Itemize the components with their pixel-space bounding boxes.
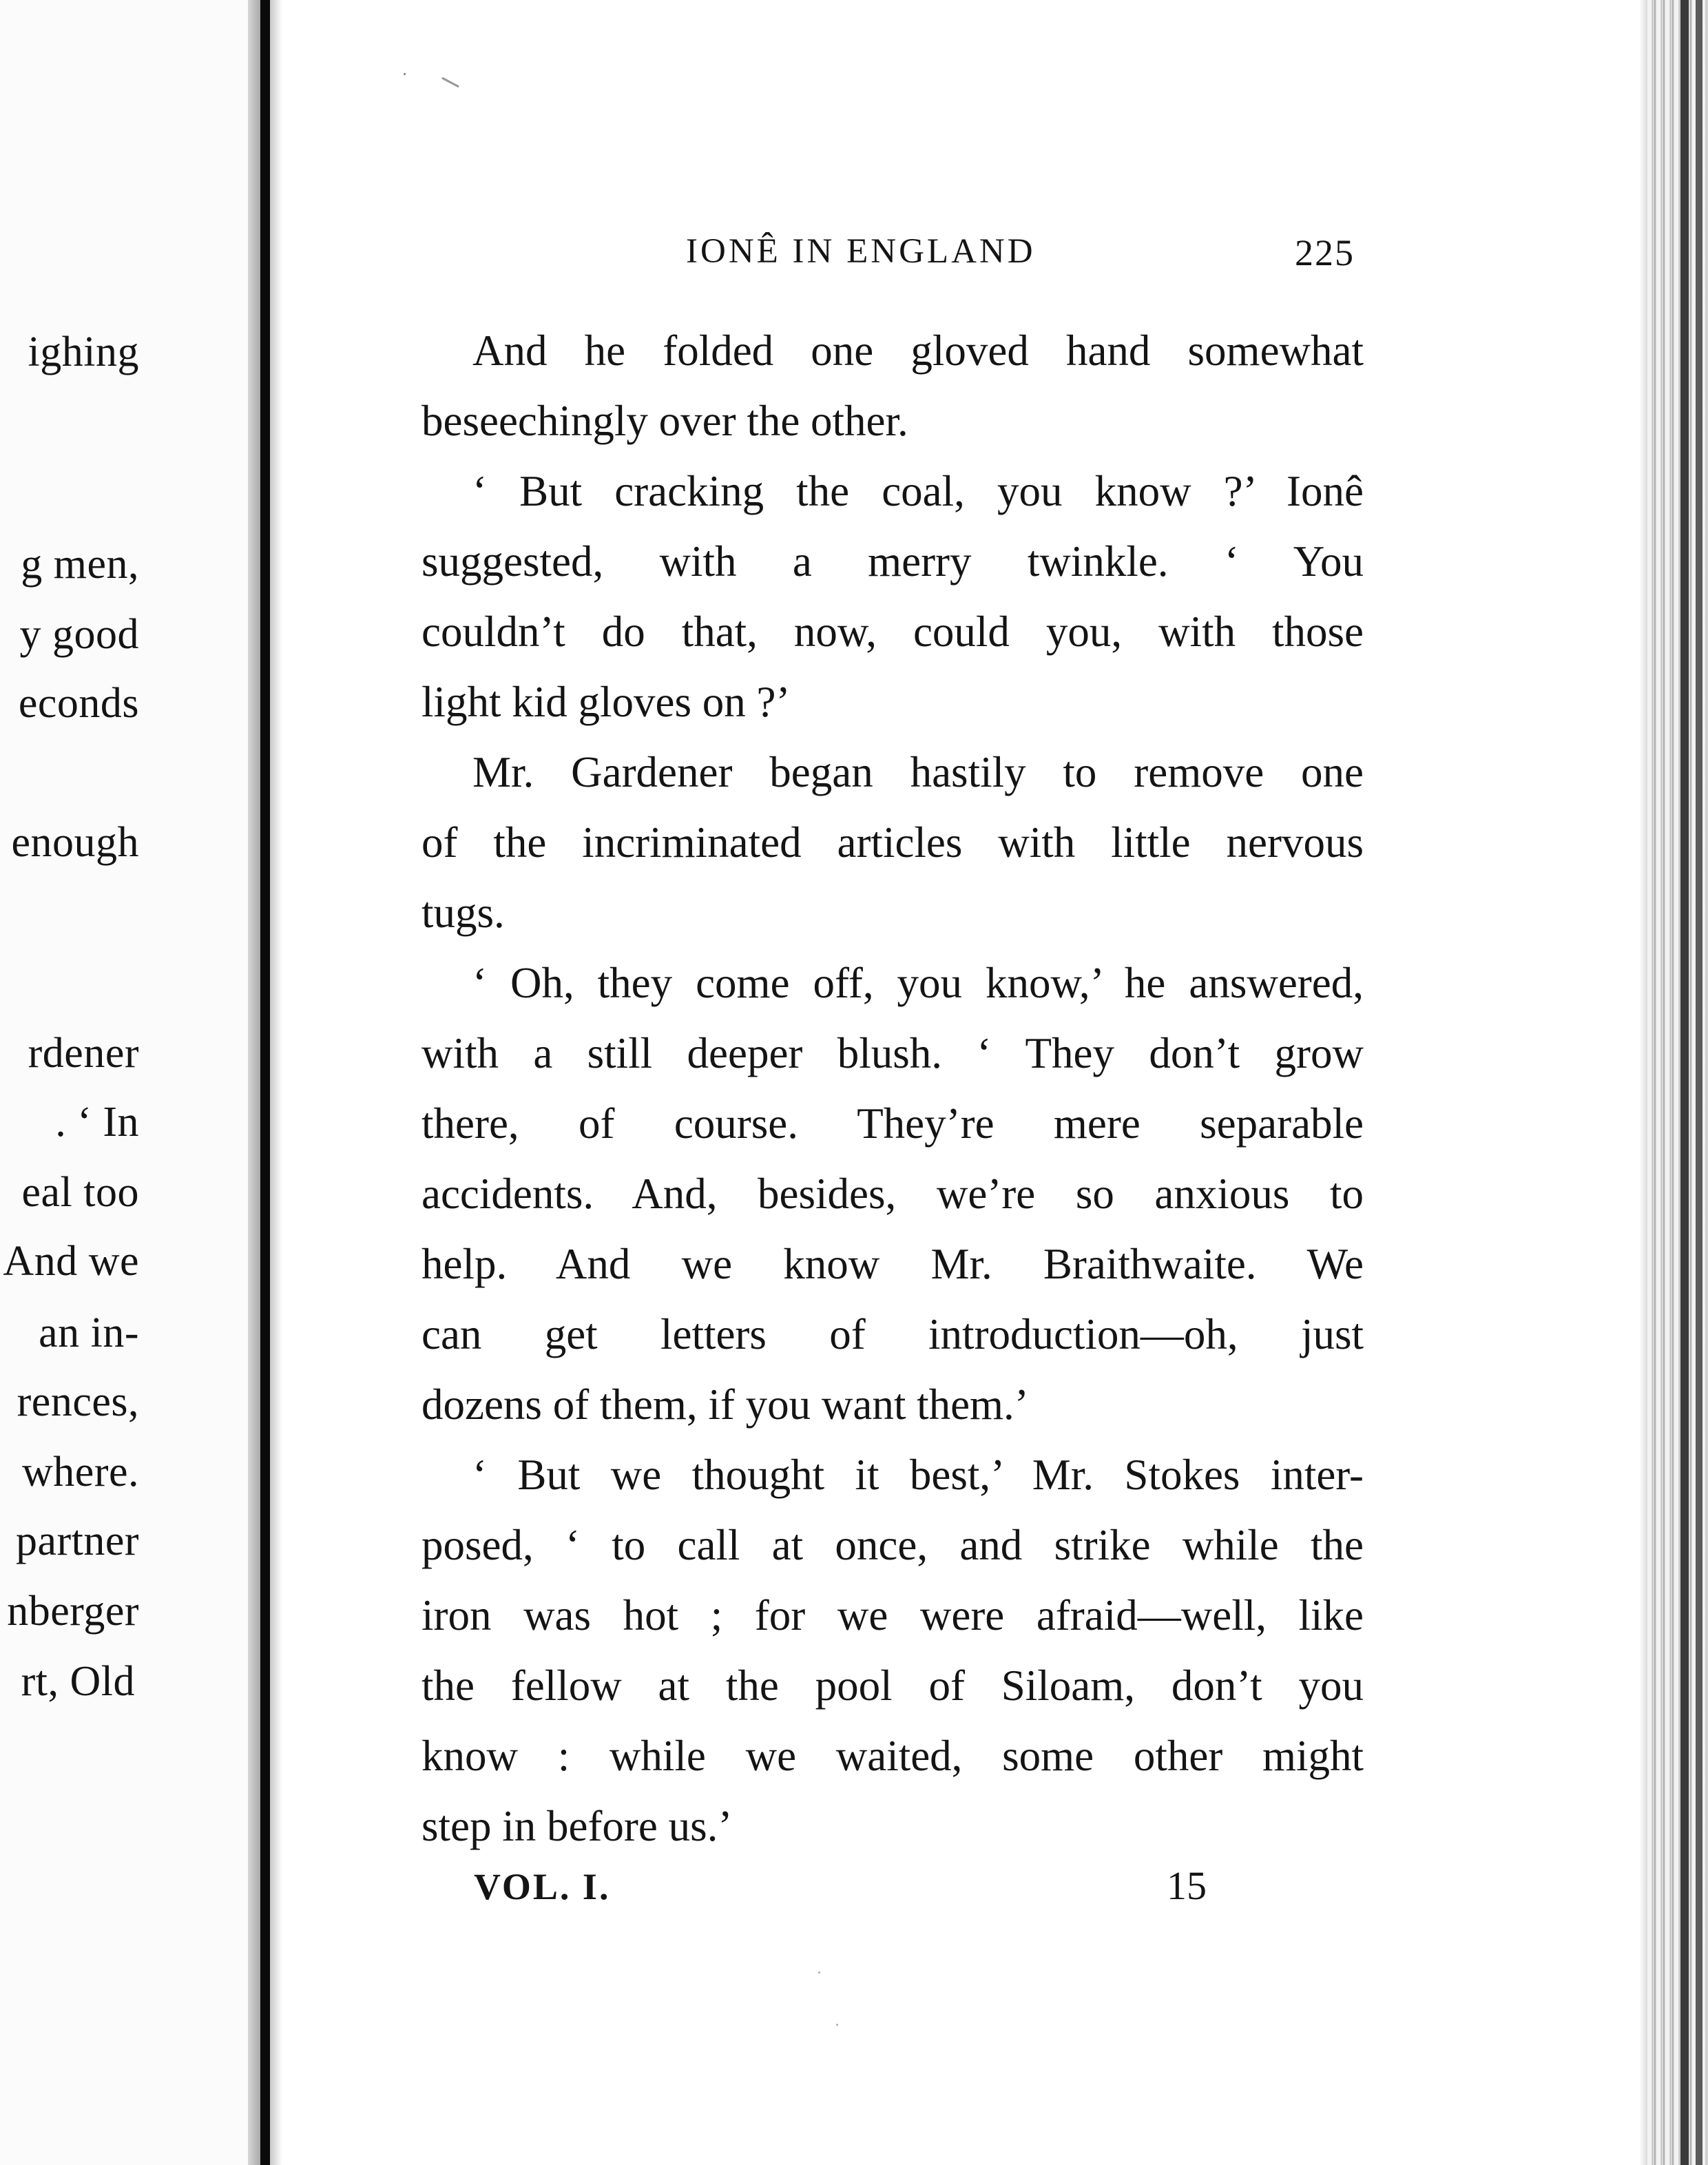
text-line: ‘ But we thought it best,’ Mr. Stokes inter- xyxy=(472,1451,1364,1499)
paper-speck xyxy=(441,77,459,88)
text-line: suggested, with a merry twinkle. ‘ You xyxy=(421,537,1364,586)
text-line: dozens of them, if you want them.’ xyxy=(421,1380,1029,1429)
text-line: ‘ Oh, they come off, you know,’ he answered, xyxy=(472,959,1364,1007)
left-page-line: nberger xyxy=(7,1588,139,1635)
text-line: the fellow at the pool of Siloam, don’t you xyxy=(421,1661,1364,1710)
text-line: help. And we know Mr. Braithwaite. We xyxy=(421,1240,1364,1288)
text-line: there, of course. They’re mere separable xyxy=(421,1099,1364,1148)
left-page-line: rences, xyxy=(17,1378,139,1425)
text-line: And he folded one gloved hand somewhat xyxy=(472,327,1364,375)
text-line: ‘ But cracking the coal, you know ?’ Ionê xyxy=(472,467,1364,515)
fore-edge-line xyxy=(1680,0,1689,2165)
left-page-line: eal too xyxy=(21,1169,139,1216)
gathering-number: 15 xyxy=(1167,1863,1207,1908)
paper-speck xyxy=(818,1971,820,1974)
page-number: 225 xyxy=(1295,232,1355,273)
volume-signature: VOL. I. xyxy=(474,1866,611,1907)
text-line: know : while we waited, some other might xyxy=(421,1732,1364,1780)
left-page-line: And we xyxy=(3,1238,139,1285)
text-line: beseechingly over the other. xyxy=(421,397,908,445)
text-line: can get letters of introduction—oh, just xyxy=(421,1310,1364,1358)
left-page-line: . ‘ In xyxy=(55,1099,139,1146)
text-line: couldn’t do that, now, could you, with those xyxy=(421,608,1364,656)
left-page-line: enough xyxy=(11,819,139,866)
text-line: light kid gloves on ?’ xyxy=(421,678,791,726)
running-head: IONÊ IN ENGLAND xyxy=(686,232,1036,271)
text-line: accidents. And, besides, we’re so anxious to xyxy=(421,1170,1364,1218)
left-page-line: ighing xyxy=(28,329,139,375)
fore-edge-line xyxy=(1696,0,1702,2165)
text-line: Mr. Gardener began hastily to remove one xyxy=(472,748,1364,796)
body-text xyxy=(421,315,1364,1861)
paper-speck xyxy=(836,2024,838,2026)
left-page-fragment xyxy=(0,0,256,2165)
text-line: of the incriminated articles with little nervous xyxy=(421,818,1364,867)
left-page-line: y good xyxy=(19,611,139,658)
text-line: tugs. xyxy=(421,889,505,937)
text-line: with a still deeper blush. ‘ They don’t grow xyxy=(421,1029,1364,1077)
left-page-line: partner xyxy=(15,1517,139,1564)
text-line: step in before us.’ xyxy=(421,1802,733,1850)
left-page-line: an in- xyxy=(39,1309,139,1356)
text-line: iron was hot ; for we were afraid—well, like xyxy=(421,1591,1364,1639)
text-line: posed, ‘ to call at once, and strike while the xyxy=(421,1521,1364,1569)
paper-speck xyxy=(404,73,406,75)
left-page-line: rt, Old xyxy=(21,1658,135,1705)
left-page-line: g men, xyxy=(21,541,139,588)
left-page-line: where. xyxy=(22,1449,139,1495)
left-page-line: econds xyxy=(18,680,139,727)
left-page-line: rdener xyxy=(28,1030,139,1077)
binding-gutter xyxy=(260,0,270,2165)
gutter-inner-shade xyxy=(270,0,282,2165)
